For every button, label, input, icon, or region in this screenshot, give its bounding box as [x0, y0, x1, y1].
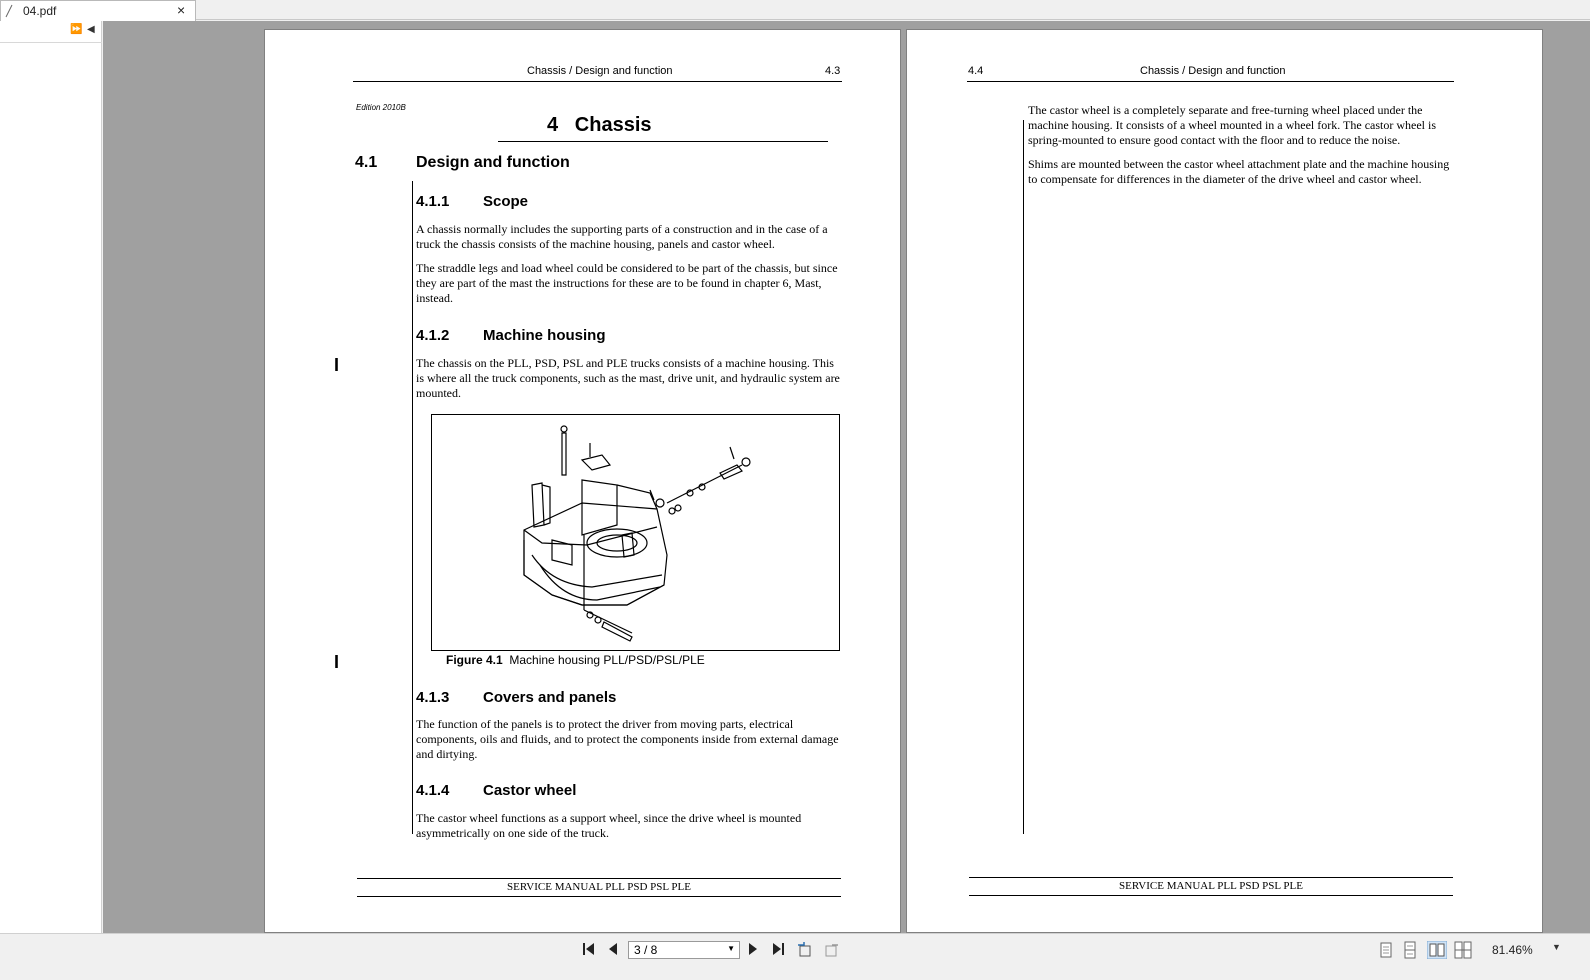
paragraph: A chassis normally includes the supporting parts of a construction and in the case of a truck the chassis consists of the machine housing, panels and castor wheel.: [416, 222, 828, 252]
last-page-icon[interactable]: [771, 941, 785, 957]
header-rule: [967, 81, 1454, 82]
page-4-3: [264, 29, 901, 933]
dropdown-arrow-icon[interactable]: ▼: [727, 944, 735, 953]
page-number: 4.3: [825, 65, 841, 77]
figure-text: Machine housing PLL/PSD/PSL/PLE: [509, 653, 705, 667]
next-page-icon[interactable]: [747, 941, 759, 957]
panel-toolbar: [0, 21, 102, 43]
page-4-4: [906, 29, 1543, 933]
footer-rule: [969, 895, 1453, 896]
close-icon[interactable]: ×: [177, 2, 186, 18]
document-icon: [5, 4, 15, 18]
expand-icon[interactable]: ⏩: [70, 24, 83, 35]
page-number-field[interactable]: [628, 941, 740, 959]
footer-text: SERVICE MANUAL PLL PSD PSL PLE: [1118, 880, 1303, 892]
paragraph: The castor wheel functions as a support wheel, since the drive wheel is mounted asymmetrically on one side of the truck.: [416, 811, 802, 841]
change-mark: I: [334, 652, 340, 672]
subsection-title: Covers and panels: [483, 689, 617, 706]
subsection-heading: [416, 327, 606, 344]
subsection-heading: [416, 782, 576, 799]
tab-bar: [0, 0, 1590, 20]
subsection-title: Castor wheel: [483, 782, 577, 799]
subsection-number: 4.1.1: [416, 193, 450, 210]
page-number: 4.4: [968, 65, 984, 77]
hide-panel-icon[interactable]: ◀: [87, 24, 95, 35]
paragraph: The castor wheel is a completely separate and free-turning wheel placed under the machine housing. It consists of a wheel mounted in a wheel fork. The castor wheel is spring-mounted to ensure good contact with the floor and to reduce the noise.: [1028, 103, 1437, 148]
change-bar: [1023, 120, 1024, 834]
navigation-panel: [0, 21, 102, 949]
change-mark: I: [334, 355, 340, 375]
section-title: Design and function: [416, 154, 570, 171]
go-back-view-icon[interactable]: [796, 941, 814, 959]
paragraph: The chassis on the PLL, PSD, PSL and PLE trucks consists of a machine housing. This is where all the truck components, such as the mast, drive unit, and hydraulic system are mounted.: [416, 356, 840, 401]
facing-pages-view-icon[interactable]: [1427, 941, 1447, 959]
subsection-number: 4.1.4: [416, 782, 450, 799]
paragraph: The straddle legs and load wheel could be considered to be part of the chassis, but since they are part of the mast the instructions for these are to be found in chapter 6, Mast, instead.: [416, 261, 838, 306]
document-tab[interactable]: [0, 0, 196, 21]
continuous-view-icon[interactable]: [1403, 941, 1417, 959]
zoom-level[interactable]: 81.46%: [1492, 943, 1533, 957]
document-viewport[interactable]: [103, 21, 1590, 949]
previous-page-icon[interactable]: [607, 941, 619, 957]
subsection-title: Scope: [483, 193, 529, 210]
footer-text: SERVICE MANUAL PLL PSD PSL PLE: [506, 881, 691, 893]
subsection-heading: [416, 193, 528, 210]
tab-label: 04.pdf: [23, 4, 57, 18]
running-title: Chassis / Design and function: [527, 65, 673, 77]
footer-rule: [969, 877, 1453, 878]
header-rule: [353, 81, 842, 82]
figure-label: Figure 4.1: [446, 653, 503, 667]
machine-housing-drawing: [432, 415, 839, 650]
zoom-dropdown-icon[interactable]: ▼: [1552, 942, 1561, 952]
paragraph: Shims are mounted between the castor wheel attachment plate and the machine housing to compensate for differences in the diameter of the drive wheel and castor wheel.: [1028, 157, 1450, 187]
subsection-number: 4.1.3: [416, 689, 450, 706]
continuous-facing-view-icon[interactable]: [1454, 941, 1472, 959]
chapter-title: 4 Chassis: [547, 114, 652, 136]
chapter-rule: [498, 141, 828, 142]
page-number-value: 3 / 8: [634, 943, 658, 957]
change-bar: [412, 181, 413, 834]
first-page-icon[interactable]: [582, 941, 596, 957]
paragraph: The function of the panels is to protect the driver from moving parts, electrical components, oils and fluids, and to protect the components inside from external damage and dirtying.: [416, 717, 839, 762]
figure-machine-housing: [431, 414, 840, 651]
section-number: 4.1: [355, 154, 378, 171]
subsection-number: 4.1.2: [416, 327, 450, 344]
figure-caption: [446, 653, 705, 667]
footer-rule: [357, 878, 841, 879]
go-forward-view-icon[interactable]: [822, 941, 840, 959]
navigation-toolbar: [0, 933, 1590, 980]
footer-rule: [357, 896, 841, 897]
running-title: Chassis / Design and function: [1140, 65, 1286, 77]
subsection-title: Machine housing: [483, 327, 606, 344]
edition-label: Edition 2010B: [356, 103, 406, 112]
single-page-view-icon[interactable]: [1379, 941, 1393, 959]
subsection-heading: [416, 689, 616, 706]
